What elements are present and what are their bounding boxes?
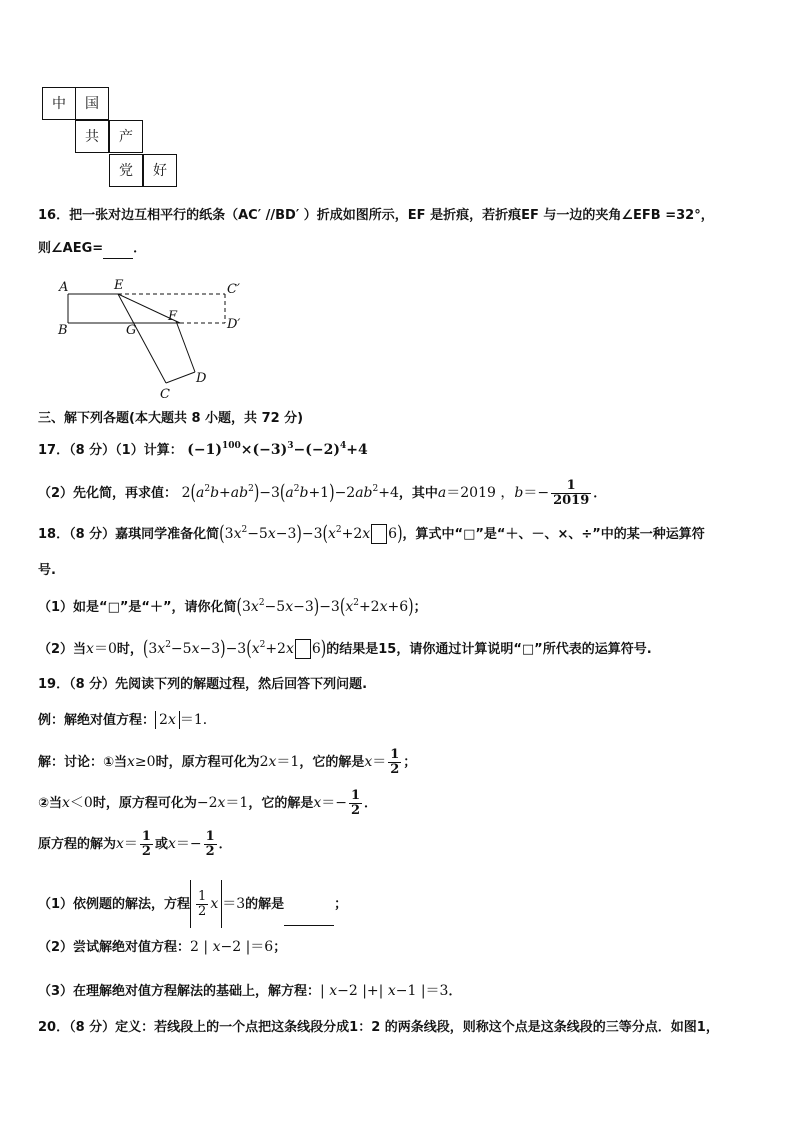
q19-p1-b: 的解是 [245, 897, 285, 912]
q17-where: ，其中 [398, 486, 438, 501]
q16-text2: 则∠AEG= [38, 241, 104, 256]
q19-ans-a: 原方程的解为 [38, 837, 117, 852]
frac-den: 2019 [553, 493, 590, 508]
frac-half-1: $\frac{1}{2}$ [390, 747, 400, 777]
q19-sol-c: ，它的解是 [299, 755, 365, 770]
q17-part1 [38, 441, 368, 460]
q19-solution2: ②当x＜0时，原方程可化为−2x＝1，它的解是x＝− $\frac{1}{2}$ ． [38, 788, 378, 818]
q19-solution1: 解：讨论：①当x≥0时，原方程可化为2x＝1，它的解是x＝ $\frac{1}{2}$ ； [38, 747, 417, 777]
frac-half-3: $\frac{1}{2}$ [141, 829, 151, 859]
frac-num: 1 [551, 479, 591, 494]
net-cell-1: 中 [42, 87, 76, 120]
label-C: C [160, 387, 170, 402]
q19-p3-eq: | x−2 |+| x−1 |＝3 [320, 983, 449, 999]
q18-expr: $(3x^2-5x-3)-3(x^2+2x$ 6) [219, 522, 403, 546]
label-D: D [196, 371, 207, 386]
q19-c2-b: 时，原方程可化为 [92, 796, 197, 811]
q18-p1-expr: $(3x^2-5x-3)-3(x^2+2x+6)$ [236, 595, 414, 619]
net-cell-6: 好 [143, 154, 177, 187]
q19-c2-c: ，它的解是 [248, 796, 314, 811]
q18-p1-end: ； [413, 600, 427, 615]
q17-label2: （2）先化简，再求值： [38, 486, 178, 501]
q18-after: ，算式中“□”是“＋、－、×、÷”中的某一种运算符 [402, 527, 705, 542]
frac-half-4: $\frac{1}{2}$ [205, 829, 215, 859]
q19-part2: （2）尝试解绝对值方程：2 | x−2 |＝6； [38, 939, 287, 955]
label-B: B [58, 323, 68, 338]
q19-sol-b: 时，原方程可化为 [155, 755, 260, 770]
net-cell-2: 国 [75, 87, 109, 120]
operator-box [371, 524, 387, 544]
q18-part1 [38, 595, 427, 620]
q18-part2: （2）当x＝0时，$(3x^2-5x-3)-3(x^2+2x$ 6)的结果是15，请你通过计算说明“□”所代表的运算符号. [38, 637, 652, 661]
q16-text: 16．把一张对边互相平行的纸条（AC′ //BD′ ）折成如图所示，EF 是折痕，若折痕EF 与一边的夹角∠EFB =32°， [38, 208, 714, 223]
q17-part2: （2）先化简，再求值： $2(a^2b+ab^2)-3(a^2b+1)-2ab^2+4$，其中a＝2019 ，b＝− $\frac{1}{2019}$ ． [38, 478, 607, 508]
net-cell-3: 共 [75, 120, 109, 153]
q17-expr1: $(-1)^{100}\times(-3)^3-(-2)^4+4$ [187, 441, 368, 458]
q19-p2-a: （2）尝试解绝对值方程： [38, 940, 191, 955]
q17-expr2: $2(a^2b+ab^2)-3(a^2b+1)-2ab^2+4$ [181, 481, 399, 505]
answer-blank [103, 240, 133, 259]
q20-line1: 20．（8 分）定义：若线段上的一个点把这条线段分成1：2 的两条线段，则称这个点是这条线段的三等分点．如图1， [38, 1020, 719, 1035]
net-cell-4: 产 [109, 120, 143, 153]
q17-fraction [551, 479, 591, 508]
q19-p3-a: （3）在理解绝对值方程解法的基础上，解方程： [38, 984, 321, 999]
q19-answer-blank [284, 885, 334, 926]
folded-strip-figure [50, 276, 250, 404]
q19-ex-eq: 2x ＝1． [155, 712, 217, 728]
q17-a-value: a＝2019 ，b＝− [437, 485, 550, 501]
net-cell-5: 党 [109, 154, 143, 187]
label-Cprime: C′ [227, 282, 240, 297]
q18-label: 18．（8 分）嘉琪同学准备化简 [38, 527, 220, 542]
q18-p2-label: （2）当 [38, 642, 87, 657]
q19-p1-eq: $\frac{1}{2}$ x ＝3 [190, 896, 245, 912]
q19-p2-eq: 2 | x−2 |＝6 [190, 939, 274, 955]
q19-c2-a: ②当 [38, 796, 63, 811]
q16-line2 [38, 240, 146, 259]
q18-cont: 号. [38, 563, 56, 578]
q18-p2-rest: 的结果是15，请你通过计算说明“□”所代表的运算符号. [326, 642, 652, 657]
q19-part3: （3）在理解绝对值方程解法的基础上，解方程：| x−2 |+| x−1 |＝3． [38, 983, 462, 999]
label-G: G [126, 323, 137, 338]
q18-p2-expr: $(3x^2-5x-3)-3(x^2+2x$ 6) [142, 637, 327, 661]
q19-example [38, 711, 217, 730]
q18-line1 [38, 522, 705, 547]
q18-p1-label: （1）如是“□”是“＋”，请你化简 [38, 600, 237, 615]
q18-x-zero: x [86, 641, 94, 657]
label-Dprime: D′ [227, 317, 241, 332]
q19-p1-a: （1）依例题的解法，方程 [38, 897, 191, 912]
label-F: F [168, 309, 178, 324]
q19-ex-label: 例：解绝对值方程： [38, 713, 156, 728]
label-E: E [114, 278, 124, 293]
operator-box-2 [295, 639, 311, 659]
q19-head: 19．（8 分）先阅读下列的解题过程，然后回答下列问题. [38, 677, 368, 692]
label-A: A [59, 280, 69, 295]
q19-ans-b: 或 [154, 837, 168, 852]
q19-part1: （1）依例题的解法，方程 $\frac{1}{2}$ x ＝3的解是 ； [38, 880, 347, 928]
q17-label: 17．（8 分）（1）计算： [38, 443, 183, 458]
section-heading: 三、解下列各题(本大题共 8 小题，共 72 分) [38, 411, 304, 426]
q16-end: ． [133, 241, 147, 256]
frac-half-2: $\frac{1}{2}$ [350, 788, 361, 818]
q16-line1 [38, 207, 714, 225]
q19-answer: 原方程的解为x＝ $\frac{1}{2}$ 或x＝− $\frac{1}{2}$ ． [38, 829, 232, 859]
q19-sol-a: 解：讨论：①当 [38, 755, 128, 770]
q18-p2-when: 时， [116, 642, 143, 657]
